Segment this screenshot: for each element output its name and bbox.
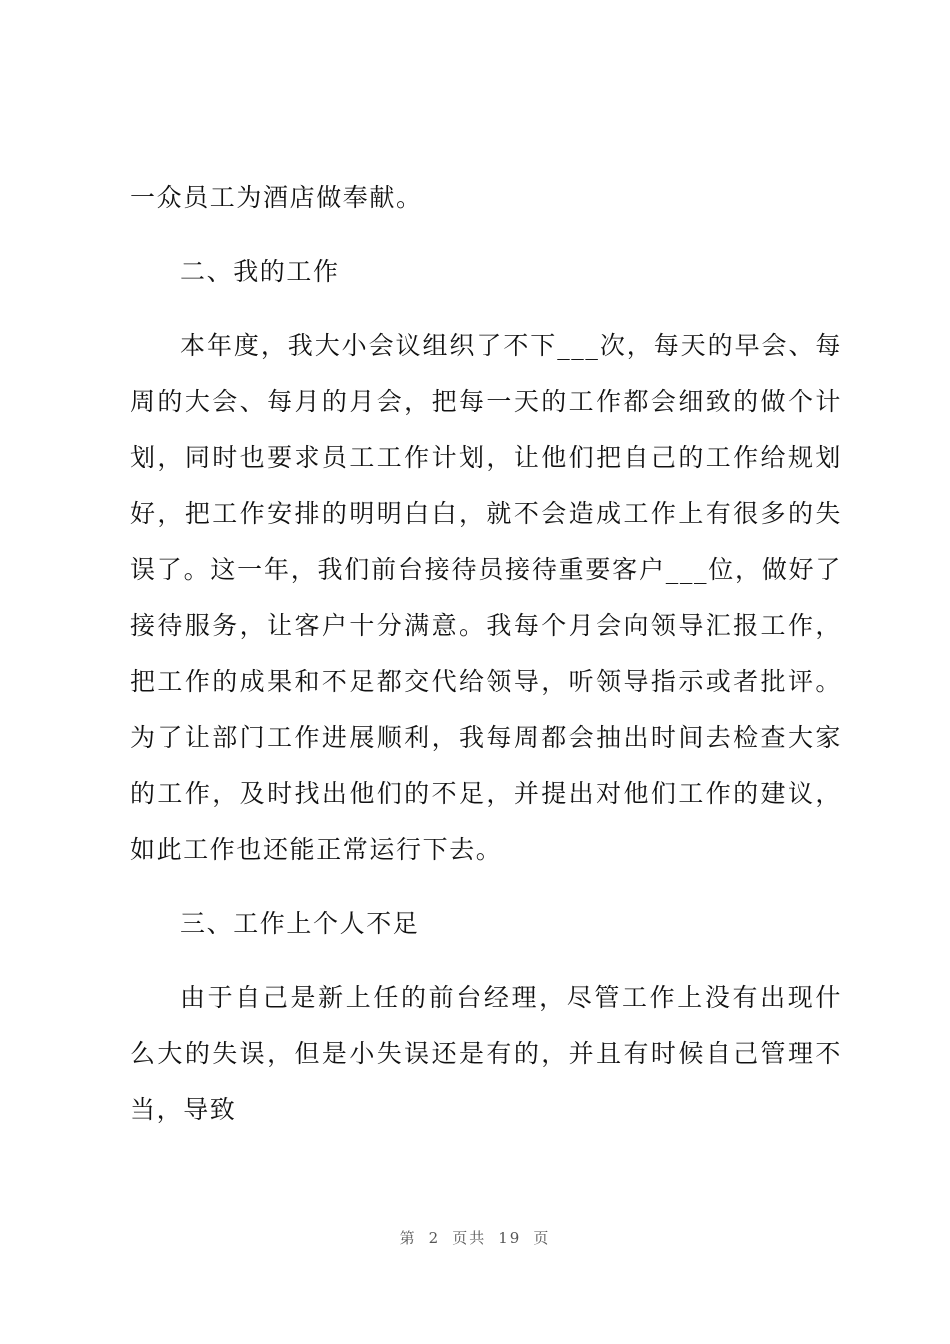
paragraph: 本年度，我大小会议组织了不下___次，每天的早会、每周的大会、每月的月会，把每一天的工作都会细致的做个计划，同时也要求员工工作计划，让他们把自己的工作给规划好，把工作安排的明明白白，就不会造成工作上有很多的失误了。这一年，我们前台接待员接待重要客户___位，做好了接待服务，让客户十分满意。我每个月会向领导汇报工作，把工作的成果和不足都交代给领导，听领导指示或者批评。为了让部门工作进展顺利，我每周都会抽出时间去检查大家的工作，及时找出他们的不足，并提出对他们工作的建议，如此工作也还能正常运行下去。 (130, 331, 842, 864)
footer-total-pages: 19 (498, 1229, 522, 1247)
footer-middle: 页共 (452, 1229, 487, 1247)
footer-prefix: 第 (399, 1229, 417, 1247)
section-heading: 三、工作上个人不足 (180, 909, 420, 938)
paragraph: 由于自己是新上任的前台经理，尽管工作上没有出现什么大的失误，但是小失误还是有的，并且有时候自己管理不当，导致 (130, 983, 842, 1124)
footer-suffix: 页 (533, 1229, 551, 1247)
section-heading: 二、我的工作 (180, 257, 340, 286)
page-footer (0, 1227, 950, 1248)
document-body (130, 170, 842, 1156)
paragraph: 一众员工为酒店做奉献。 (130, 183, 423, 212)
footer-page-number: 2 (428, 1229, 441, 1247)
